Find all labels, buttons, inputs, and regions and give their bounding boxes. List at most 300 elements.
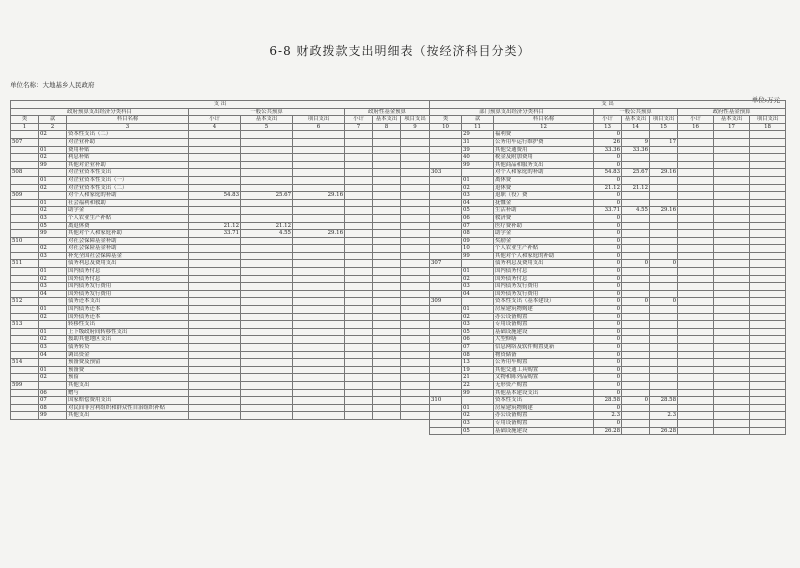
- row-class-code: [430, 214, 462, 222]
- row-class-code: [430, 374, 462, 382]
- row-total-value: 21.12: [189, 222, 241, 230]
- row-item-code: 02: [462, 313, 494, 321]
- row-total-value: [189, 336, 241, 344]
- row-subject-name: 资本性支出: [494, 397, 594, 405]
- row-item-code: 03: [462, 192, 494, 200]
- row-project-value: [293, 169, 345, 177]
- row-class-code: 303: [430, 169, 462, 177]
- row-fund-cell: [714, 404, 750, 412]
- row-fund-cell: [401, 161, 430, 169]
- row-item-code: 05: [39, 222, 67, 230]
- table-row: [430, 306, 786, 314]
- row-fund-cell: [750, 427, 786, 435]
- row-subject-name: 奖励金: [494, 237, 594, 245]
- row-subject-name: 大型修缮: [494, 336, 594, 344]
- row-fund-cell: [750, 245, 786, 253]
- row-fund-cell: [401, 214, 430, 222]
- row-item-code: 05: [462, 427, 494, 435]
- row-item-code: 03: [39, 344, 67, 352]
- row-item-code: 21: [462, 374, 494, 382]
- row-item-code: 02: [462, 275, 494, 283]
- row-class-code: [430, 290, 462, 298]
- row-basic-value: [241, 283, 293, 291]
- row-basic-value: [622, 268, 650, 276]
- table-row: [11, 359, 430, 367]
- row-total-value: 0: [594, 404, 622, 412]
- col-number: 9: [401, 123, 430, 131]
- row-project-value: [650, 184, 678, 192]
- row-fund-cell: [345, 154, 373, 162]
- table-row: [11, 192, 430, 200]
- row-fund-cell: [373, 306, 401, 314]
- row-project-value: [650, 161, 678, 169]
- row-item-code: 13: [462, 359, 494, 367]
- row-basic-value: [622, 252, 650, 260]
- col-fund-total: 小计: [345, 116, 373, 124]
- row-subject-name: 专用设备购置: [494, 419, 594, 427]
- row-total-value: 0: [594, 359, 622, 367]
- row-basic-value: [622, 419, 650, 427]
- row-class-code: [11, 199, 39, 207]
- row-project-value: [293, 351, 345, 359]
- row-fund-cell: [750, 389, 786, 397]
- row-item-code: [462, 260, 494, 268]
- row-subject-name: 援助其他地区支出: [67, 336, 189, 344]
- row-item-code: 03: [462, 419, 494, 427]
- row-fund-cell: [345, 245, 373, 253]
- row-subject-name: 退休费: [494, 184, 594, 192]
- left-table: [10, 100, 430, 420]
- row-fund-cell: [373, 138, 401, 146]
- row-fund-cell: [750, 146, 786, 154]
- row-class-code: [11, 344, 39, 352]
- row-fund-cell: [401, 138, 430, 146]
- row-basic-value: [622, 161, 650, 169]
- row-fund-cell: [373, 328, 401, 336]
- row-item-code: 03: [39, 214, 67, 222]
- row-basic-value: [241, 298, 293, 306]
- table-row: [430, 214, 786, 222]
- row-basic-value: 4.55: [241, 230, 293, 238]
- table-row: [11, 131, 430, 139]
- row-item-code: [462, 298, 494, 306]
- row-total-value: [189, 283, 241, 291]
- row-fund-cell: [401, 306, 430, 314]
- row-fund-cell: [678, 192, 714, 200]
- row-basic-value: [241, 214, 293, 222]
- row-basic-value: 25.67: [241, 192, 293, 200]
- row-class-code: [430, 336, 462, 344]
- row-subject-name: 对企业资本性支出: [67, 169, 189, 177]
- table-row: [11, 268, 430, 276]
- row-total-value: [189, 381, 241, 389]
- row-fund-cell: [401, 192, 430, 200]
- row-subject-name: 转移性支出: [67, 321, 189, 329]
- row-subject-name: 对社会保障基金补助: [67, 237, 189, 245]
- row-project-value: [293, 245, 345, 253]
- row-fund-cell: [345, 359, 373, 367]
- row-fund-cell: [401, 245, 430, 253]
- row-subject-name: 国内债务发行费用: [494, 283, 594, 291]
- row-project-value: [650, 366, 678, 374]
- row-subject-name: 生活补助: [494, 207, 594, 215]
- row-item-code: 05: [462, 207, 494, 215]
- row-fund-cell: [714, 328, 750, 336]
- row-item-code: 01: [39, 306, 67, 314]
- row-fund-cell: [678, 199, 714, 207]
- row-class-code: [11, 275, 39, 283]
- row-fund-cell: [401, 359, 430, 367]
- row-fund-cell: [345, 176, 373, 184]
- row-subject-name: 对企业资本性支出（一）: [67, 176, 189, 184]
- row-basic-value: 0: [622, 260, 650, 268]
- row-fund-cell: [714, 230, 750, 238]
- row-basic-value: [622, 199, 650, 207]
- table-row: [11, 161, 430, 169]
- row-fund-cell: [345, 412, 373, 420]
- table-row: [430, 427, 786, 435]
- row-fund-cell: [401, 154, 430, 162]
- row-fund-cell: [401, 176, 430, 184]
- row-item-code: 05: [462, 328, 494, 336]
- col-number: 17: [714, 123, 750, 131]
- row-basic-value: [241, 389, 293, 397]
- row-fund-cell: [373, 207, 401, 215]
- row-project-value: [293, 268, 345, 276]
- row-project-value: [293, 131, 345, 139]
- row-fund-cell: [714, 199, 750, 207]
- table-row: [430, 397, 786, 405]
- row-project-value: [293, 336, 345, 344]
- table-row: [430, 283, 786, 291]
- row-class-code: [11, 412, 39, 420]
- row-fund-cell: [714, 260, 750, 268]
- row-basic-value: [241, 131, 293, 139]
- table-row: [11, 298, 430, 306]
- row-total-value: [189, 214, 241, 222]
- table-row: [11, 313, 430, 321]
- row-item-code: 01: [39, 366, 67, 374]
- row-class-code: [430, 252, 462, 260]
- row-fund-cell: [714, 359, 750, 367]
- row-total-value: [189, 275, 241, 283]
- row-fund-cell: [678, 283, 714, 291]
- row-basic-value: [241, 321, 293, 329]
- row-total-value: 2.3: [594, 412, 622, 420]
- row-class-code: 512: [11, 298, 39, 306]
- table-row: [430, 412, 786, 420]
- row-item-code: [39, 237, 67, 245]
- col-number: 18: [750, 123, 786, 131]
- row-basic-value: [241, 252, 293, 260]
- row-subject-name: 抚恤金: [494, 199, 594, 207]
- row-fund-cell: [345, 381, 373, 389]
- row-project-value: [293, 313, 345, 321]
- row-fund-cell: [678, 146, 714, 154]
- row-fund-cell: [750, 268, 786, 276]
- row-item-code: [39, 260, 67, 268]
- col-fund-basic: 基本支出: [714, 116, 750, 124]
- table-row: [11, 230, 430, 238]
- col-number: 11: [462, 123, 494, 131]
- row-project-value: 0: [650, 298, 678, 306]
- row-subject-name: 国外债务付息: [494, 275, 594, 283]
- row-total-value: 0: [594, 313, 622, 321]
- col-total: 小计: [594, 116, 622, 124]
- row-total-value: 26.28: [594, 427, 622, 435]
- row-total-value: [189, 306, 241, 314]
- row-subject-name: 其他交通工具购置: [494, 366, 594, 374]
- row-basic-value: [622, 237, 650, 245]
- row-basic-value: [622, 328, 650, 336]
- row-subject-name: 离退休费: [67, 222, 189, 230]
- row-item-code: 04: [39, 290, 67, 298]
- row-fund-cell: [373, 146, 401, 154]
- row-total-value: 0: [594, 381, 622, 389]
- row-item-code: [39, 381, 67, 389]
- row-fund-cell: [714, 419, 750, 427]
- row-total-value: [189, 313, 241, 321]
- table-row: [430, 184, 786, 192]
- row-class-code: [11, 283, 39, 291]
- row-subject-name: 对企业补助: [67, 138, 189, 146]
- row-project-value: [293, 328, 345, 336]
- row-fund-cell: [401, 207, 430, 215]
- row-fund-cell: [714, 176, 750, 184]
- row-class-code: [430, 161, 462, 169]
- row-subject-name: 办公设备购置: [494, 412, 594, 420]
- row-basic-value: [241, 381, 293, 389]
- row-class-code: [11, 176, 39, 184]
- table-row: [11, 260, 430, 268]
- row-total-value: [189, 184, 241, 192]
- table-row: [11, 146, 430, 154]
- table-row: [430, 131, 786, 139]
- row-class-code: [11, 374, 39, 382]
- row-fund-cell: [678, 207, 714, 215]
- row-class-code: [430, 328, 462, 336]
- row-basic-value: [241, 176, 293, 184]
- row-fund-cell: [678, 268, 714, 276]
- row-subject-name: 债务还本支出: [67, 298, 189, 306]
- table-row: [430, 366, 786, 374]
- row-fund-cell: [401, 230, 430, 238]
- row-project-value: [650, 313, 678, 321]
- left-group-header: 支 出: [11, 101, 430, 109]
- row-subject-name: 国外债务付息: [67, 275, 189, 283]
- row-subject-name: 福利费: [494, 131, 594, 139]
- row-fund-cell: [345, 161, 373, 169]
- row-fund-cell: [678, 138, 714, 146]
- left-fund-header: 政府性基金预算: [345, 108, 430, 116]
- row-class-code: [430, 176, 462, 184]
- row-fund-cell: [714, 192, 750, 200]
- row-total-value: [189, 138, 241, 146]
- row-class-code: [430, 427, 462, 435]
- col-total: 小计: [189, 116, 241, 124]
- table-row: [11, 344, 430, 352]
- row-fund-cell: [345, 131, 373, 139]
- row-fund-cell: [373, 321, 401, 329]
- row-fund-cell: [345, 283, 373, 291]
- row-subject-name: 其他支出: [67, 412, 189, 420]
- row-total-value: 0: [594, 268, 622, 276]
- col-number: 4: [189, 123, 241, 131]
- row-class-code: [11, 146, 39, 154]
- row-project-value: [293, 404, 345, 412]
- table-row: [11, 214, 430, 222]
- row-project-value: 17: [650, 138, 678, 146]
- row-total-value: 54.83: [189, 192, 241, 200]
- row-item-code: 06: [462, 336, 494, 344]
- row-fund-cell: [750, 328, 786, 336]
- row-total-value: [189, 298, 241, 306]
- row-fund-cell: [750, 230, 786, 238]
- row-fund-cell: [750, 374, 786, 382]
- table-row: [11, 207, 430, 215]
- row-fund-cell: [714, 131, 750, 139]
- row-subject-name: 国外债务还本: [67, 313, 189, 321]
- row-item-code: 07: [39, 397, 67, 405]
- row-total-value: [189, 131, 241, 139]
- row-fund-cell: [401, 298, 430, 306]
- row-project-value: [650, 306, 678, 314]
- row-total-value: [189, 252, 241, 260]
- row-fund-cell: [678, 397, 714, 405]
- row-basic-value: [622, 313, 650, 321]
- row-fund-cell: [750, 404, 786, 412]
- row-total-value: 54.83: [594, 169, 622, 177]
- row-fund-cell: [678, 306, 714, 314]
- row-fund-cell: [678, 351, 714, 359]
- row-fund-cell: [714, 184, 750, 192]
- row-fund-cell: [401, 374, 430, 382]
- row-fund-cell: [373, 359, 401, 367]
- table-row: [11, 328, 430, 336]
- row-fund-cell: [401, 275, 430, 283]
- row-total-value: [189, 290, 241, 298]
- row-fund-cell: [678, 245, 714, 253]
- row-class-code: [11, 313, 39, 321]
- row-fund-cell: [373, 389, 401, 397]
- row-basic-value: [622, 214, 650, 222]
- row-project-value: [650, 199, 678, 207]
- row-subject-name: 国内债务付息: [67, 268, 189, 276]
- row-item-code: 02: [39, 245, 67, 253]
- row-fund-cell: [345, 260, 373, 268]
- table-row: [430, 154, 786, 162]
- row-fund-cell: [678, 381, 714, 389]
- row-item-code: 04: [462, 290, 494, 298]
- row-fund-cell: [714, 336, 750, 344]
- table-row: [430, 268, 786, 276]
- col-fund-project: 项目支出: [401, 116, 430, 124]
- row-project-value: [293, 275, 345, 283]
- row-item-code: 01: [39, 328, 67, 336]
- row-fund-cell: [345, 237, 373, 245]
- row-total-value: 0: [594, 199, 622, 207]
- row-total-value: [189, 359, 241, 367]
- row-fund-cell: [345, 306, 373, 314]
- row-total-value: [189, 146, 241, 154]
- row-fund-cell: [401, 260, 430, 268]
- row-fund-cell: [401, 184, 430, 192]
- row-item-code: 04: [39, 351, 67, 359]
- row-class-code: [11, 161, 39, 169]
- row-project-value: [650, 359, 678, 367]
- right-table-body: [430, 131, 786, 435]
- row-subject-name: 利息补贴: [67, 154, 189, 162]
- row-item-code: 02: [462, 184, 494, 192]
- row-project-value: [293, 298, 345, 306]
- row-total-value: 0: [594, 131, 622, 139]
- row-project-value: [650, 344, 678, 352]
- row-total-value: 0: [594, 230, 622, 238]
- table-row: [11, 321, 430, 329]
- table-row: [11, 374, 430, 382]
- row-subject-name: 离休费: [494, 176, 594, 184]
- row-fund-cell: [714, 298, 750, 306]
- col-fund-basic: 基本支出: [373, 116, 401, 124]
- row-item-code: 99: [39, 161, 67, 169]
- row-fund-cell: [345, 252, 373, 260]
- table-row: [430, 146, 786, 154]
- row-fund-cell: [345, 192, 373, 200]
- table-row: [11, 397, 430, 405]
- row-class-code: [430, 381, 462, 389]
- row-item-code: 08: [462, 351, 494, 359]
- row-fund-cell: [373, 336, 401, 344]
- money-unit-label: 单位:万元: [751, 96, 780, 104]
- row-class-code: 307: [430, 260, 462, 268]
- row-basic-value: [622, 351, 650, 359]
- row-subject-name: 助学金: [67, 207, 189, 215]
- row-class-code: [430, 192, 462, 200]
- row-project-value: [650, 389, 678, 397]
- table-row: [430, 245, 786, 253]
- row-fund-cell: [714, 366, 750, 374]
- table-row: [11, 237, 430, 245]
- table-row: [11, 336, 430, 344]
- row-fund-cell: [373, 131, 401, 139]
- row-total-value: [189, 161, 241, 169]
- table-row: [11, 366, 430, 374]
- row-fund-cell: [714, 245, 750, 253]
- row-total-value: [189, 260, 241, 268]
- row-basic-value: [241, 146, 293, 154]
- row-fund-cell: [401, 146, 430, 154]
- row-basic-value: [241, 290, 293, 298]
- row-project-value: [293, 161, 345, 169]
- row-subject-name: 专用设备购置: [494, 321, 594, 329]
- row-fund-cell: [373, 298, 401, 306]
- row-total-value: [189, 351, 241, 359]
- row-basic-value: [241, 245, 293, 253]
- row-class-code: 508: [11, 169, 39, 177]
- row-fund-cell: [714, 283, 750, 291]
- row-project-value: [293, 366, 345, 374]
- row-basic-value: [622, 336, 650, 344]
- row-subject-name: 对企业资本性支出（二）: [67, 184, 189, 192]
- row-fund-cell: [401, 351, 430, 359]
- row-subject-name: 信息网络及软件购置更新: [494, 344, 594, 352]
- row-fund-cell: [714, 321, 750, 329]
- row-class-code: [430, 412, 462, 420]
- row-subject-name: 国外债务发行费用: [494, 290, 594, 298]
- row-project-value: [650, 192, 678, 200]
- row-subject-name: 预备费: [67, 366, 189, 374]
- row-item-code: 02: [39, 207, 67, 215]
